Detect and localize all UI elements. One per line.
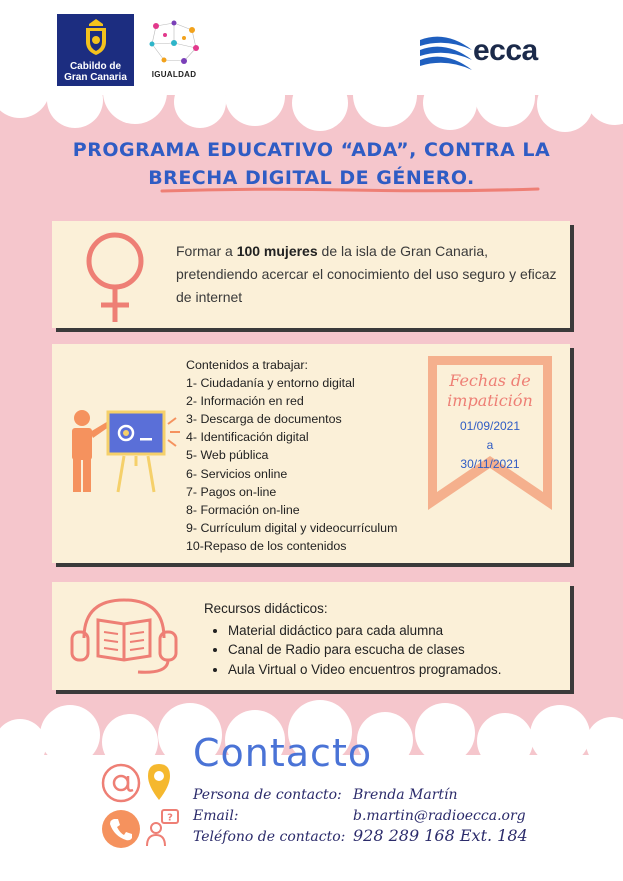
dates-separator: a: [486, 438, 494, 452]
cabildo-logo-line2: Gran Canaria: [64, 72, 127, 83]
female-symbol-icon: [84, 230, 146, 324]
resources-heading: Recursos didácticos:: [204, 601, 328, 616]
contact-phone-label: Teléfono de contacto:: [193, 829, 346, 845]
contact-person-value: Brenda Martín: [353, 787, 458, 803]
svg-text:?: ?: [167, 812, 173, 824]
contents-item: 6- Servicios online: [186, 466, 288, 481]
dates-title-line1: Fechas de: [449, 371, 531, 390]
ecca-waves-icon: [418, 30, 474, 70]
intro-text-before: Formar a: [176, 243, 237, 259]
dates-start: 01/09/2021: [459, 419, 521, 433]
cabildo-logo: [57, 14, 134, 86]
contents-heading: Contenidos a trabajar:: [186, 358, 308, 372]
resources-item: • Material didáctico para cada alumna: [228, 621, 564, 641]
title-underline: [160, 186, 540, 194]
resources-item: • Canal de Radio para escucha de clases: [228, 640, 564, 660]
intro-text-bold: 100 mujeres: [236, 243, 318, 259]
location-pin-icon: [146, 762, 172, 802]
contents-item: 10-Repaso de los contenidos: [186, 538, 347, 553]
intro-text: [176, 240, 566, 309]
contents-item: 1- Ciudadanía y entorno digital: [186, 376, 355, 391]
contents-item: 2- Información en red: [186, 394, 304, 409]
phone-icon: [100, 808, 142, 850]
contents-item: 9- Currículum digital y videocurrículum: [186, 520, 398, 535]
dates-title-line2: impatición: [447, 391, 533, 410]
contents-item: 8- Formación on-line: [186, 502, 300, 517]
igualdad-logo-text: IGUALDAD: [151, 70, 197, 79]
ecca-logo-text: ecca: [473, 34, 538, 67]
contents-item: 7- Pagos on-line: [186, 484, 277, 499]
coat-of-arms-icon: [81, 18, 111, 56]
contact-phone-value[interactable]: 928 289 168 Ext. 184: [353, 826, 528, 845]
contents-list: [186, 356, 446, 555]
contact-email-label: Email:: [193, 808, 239, 824]
contact-email-value[interactable]: b.martin@radioecca.org: [353, 808, 526, 824]
resources-item: • Aula Virtual o Video encuentros programados.: [228, 660, 564, 680]
igualdad-network-icon: [146, 18, 202, 68]
title-line-1: PROGRAMA EDUCATIVO “ADA”, CONTRA LA: [72, 139, 551, 161]
email-at-icon: [100, 762, 142, 804]
contents-item: 3- Descarga de documentos: [186, 412, 342, 427]
contents-item: 4- Identificación digital: [186, 430, 309, 445]
contact-title: Contacto: [193, 731, 373, 775]
contact-person-label: Persona de contacto:: [193, 787, 342, 803]
title-line-2: BRECHA DIGITAL DE GÉNERO.: [148, 167, 475, 189]
page-title: [60, 136, 563, 192]
teacher-presentation-icon: [64, 406, 182, 498]
resources-items: [204, 621, 564, 680]
contact-person-icon: [146, 808, 180, 848]
resources-list: [204, 599, 564, 679]
cabildo-logo-line1: Cabildo de: [69, 61, 122, 72]
dates-end: 30/11/2021: [460, 457, 520, 471]
intro-text-after: de la isla de Gran Canaria, pretendiendo acercar el conocimiento del uso seguro y eficaz de internet: [176, 243, 557, 305]
audiobook-headphones-icon: [68, 594, 180, 676]
contents-item: 5- Web pública: [186, 448, 269, 463]
